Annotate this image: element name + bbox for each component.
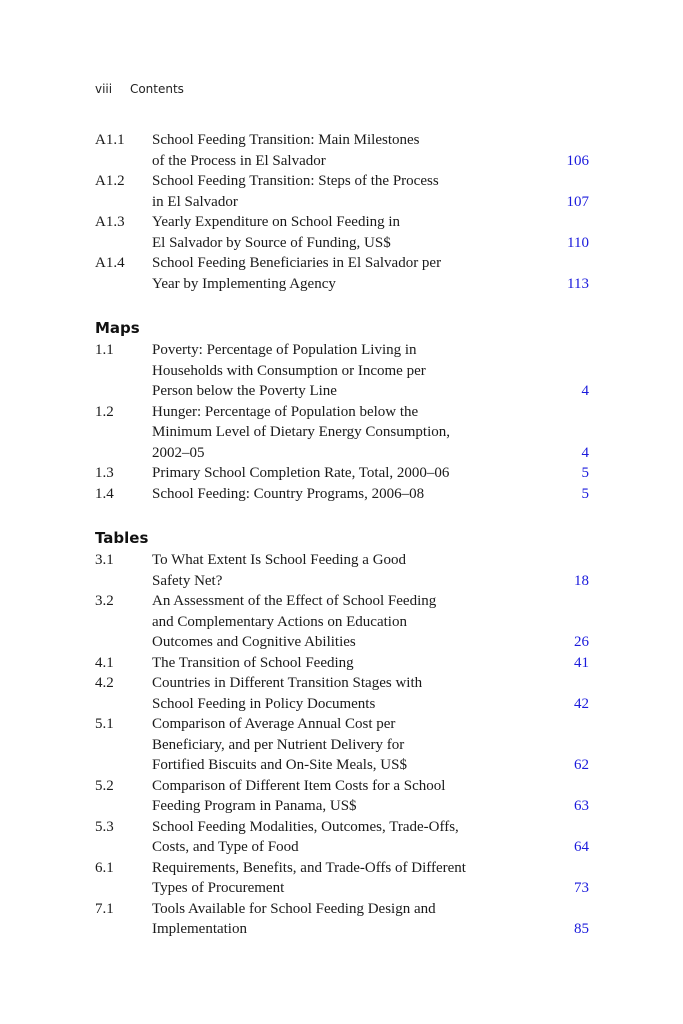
page-link[interactable]: 5 — [581, 465, 589, 481]
page-link[interactable]: 62 — [574, 757, 589, 773]
entry-title-line: Beneficiary, and per Nutrient Delivery for — [152, 736, 405, 753]
entry-number: 1.4 — [95, 485, 114, 502]
page-link[interactable]: 113 — [567, 275, 589, 292]
entry-title — [152, 402, 589, 464]
toc-entry[interactable] — [95, 463, 589, 484]
entry-number: 5.3 — [95, 818, 114, 835]
entry-title — [152, 550, 589, 591]
page-link[interactable]: 73 — [574, 880, 589, 896]
entry-title-line: Costs, and Type of Food — [152, 839, 299, 855]
entry-title-line: School Feeding Beneficiaries in El Salvador per — [152, 255, 442, 271]
entry-title — [152, 340, 589, 402]
toc-entry[interactable] — [95, 899, 589, 940]
entry-title-line: School Feeding Transition: Steps of the Process — [152, 173, 439, 189]
entry-title-line: Poverty: Percentage of Population Living in — [152, 342, 417, 358]
entry-title-line: An Assessment of the Effect of School Feeding — [152, 593, 437, 609]
toc-entry[interactable] — [95, 130, 589, 171]
running-head — [95, 82, 184, 96]
entry-title-line: Households with Consumption or Income per — [152, 362, 426, 379]
entry-title — [152, 653, 589, 674]
entry-number: 5.1 — [95, 716, 114, 732]
toc-entry[interactable] — [95, 817, 589, 858]
maps-heading: Maps — [95, 319, 140, 337]
entry-number: 4.2 — [95, 675, 114, 691]
entry-title-line: Requirements, Benefits, and Trade-Offs of Different — [152, 859, 466, 876]
toc-entry[interactable] — [95, 591, 589, 653]
toc-entry[interactable] — [95, 653, 589, 674]
toc-entry[interactable] — [95, 776, 589, 817]
entry-title-line: Fortified Biscuits and On-Site Meals, US$ — [152, 757, 407, 773]
maps-list — [95, 340, 589, 504]
tables-list — [95, 550, 589, 940]
entry-number: A1.1 — [95, 132, 125, 148]
page-link[interactable]: 41 — [574, 654, 589, 671]
entry-title-line: Yearly Expenditure on School Feeding in — [152, 214, 401, 230]
tables-heading: Tables — [95, 529, 149, 547]
toc-entry[interactable] — [95, 171, 589, 212]
entry-title — [152, 463, 589, 484]
entry-title-line: Countries in Different Transition Stages with — [152, 675, 423, 691]
entry-title-line: and Complementary Actions on Education — [152, 613, 407, 630]
page-link[interactable]: 5 — [581, 485, 589, 502]
entry-title-line: Hunger: Percentage of Population below the — [152, 403, 419, 420]
entry-number: 5.2 — [95, 777, 114, 794]
entry-title-line: Implementation — [152, 921, 247, 937]
entry-title-line: 2002–05 — [152, 444, 205, 461]
entry-title — [152, 673, 589, 714]
toc-entry[interactable] — [95, 484, 589, 505]
entry-title-line: Year by Implementing Agency — [152, 275, 336, 292]
entry-title-line: in El Salvador — [152, 193, 238, 210]
entry-number: 1.1 — [95, 342, 114, 358]
figures-list — [95, 130, 589, 294]
toc-entry[interactable] — [95, 673, 589, 714]
entry-title-line: Comparison of Average Annual Cost per — [152, 716, 396, 732]
entry-title-line: School Feeding Modalities, Outcomes, Trade-Offs, — [152, 818, 459, 835]
entry-number: 6.1 — [95, 859, 114, 876]
entry-title — [152, 253, 589, 294]
entry-number: A1.2 — [95, 173, 125, 189]
entry-number: 7.1 — [95, 900, 114, 917]
entry-title — [152, 130, 589, 171]
entry-title-line: Outcomes and Cognitive Abilities — [152, 634, 356, 650]
entry-title — [152, 171, 589, 212]
page-link[interactable]: 85 — [574, 921, 589, 937]
entry-title — [152, 817, 589, 858]
toc-entry[interactable] — [95, 340, 589, 402]
page-link[interactable]: 107 — [566, 193, 589, 210]
entry-title — [152, 899, 589, 940]
page-number: viii — [95, 82, 113, 96]
entry-title-line: School Feeding in Policy Documents — [152, 695, 376, 712]
entry-number: A1.3 — [95, 214, 125, 230]
entry-number: A1.4 — [95, 255, 125, 271]
page-link[interactable]: 26 — [574, 634, 589, 650]
entry-title-line: Person below the Poverty Line — [152, 383, 337, 399]
toc-entry[interactable] — [95, 550, 589, 591]
running-head-section: Contents — [129, 82, 184, 96]
entry-title — [152, 858, 589, 899]
entry-title-line: The Transition of School Feeding — [152, 654, 354, 671]
entry-title-line: School Feeding Transition: Main Milestones — [152, 132, 420, 148]
page-link[interactable]: 106 — [566, 152, 589, 169]
toc-entry[interactable] — [95, 858, 589, 899]
toc-entry[interactable] — [95, 714, 589, 776]
entry-number: 3.1 — [95, 552, 114, 568]
entry-number: 4.1 — [95, 654, 114, 671]
page-link[interactable]: 42 — [574, 695, 589, 712]
entry-title-line: Tools Available for School Feeding Design and — [152, 900, 436, 917]
entry-title-line: Minimum Level of Dietary Energy Consumption, — [152, 424, 451, 440]
entry-title — [152, 484, 589, 505]
entry-title-line: School Feeding: Country Programs, 2006–08 — [152, 485, 425, 502]
entry-title-line: of the Process in El Salvador — [152, 152, 326, 169]
page-link[interactable]: 4 — [581, 444, 589, 461]
entry-number: 1.3 — [95, 465, 114, 481]
toc-entry[interactable] — [95, 402, 589, 464]
entry-title — [152, 591, 589, 653]
page-link[interactable]: 63 — [574, 798, 589, 814]
entry-number: 3.2 — [95, 593, 114, 609]
entry-title — [152, 212, 589, 253]
entry-title-line: Comparison of Different Item Costs for a School — [152, 777, 446, 794]
page-link[interactable]: 18 — [574, 572, 589, 589]
page-link[interactable]: 4 — [581, 383, 589, 399]
entry-title-line: El Salvador by Source of Funding, US$ — [152, 234, 391, 251]
page-link[interactable]: 64 — [574, 839, 589, 855]
toc-entry[interactable] — [95, 253, 589, 294]
toc-entry[interactable] — [95, 212, 589, 253]
entry-title-line: To What Extent Is School Feeding a Good — [152, 552, 407, 568]
entry-number: 1.2 — [95, 403, 114, 420]
entry-title — [152, 714, 589, 776]
page-link[interactable]: 110 — [567, 234, 589, 251]
entry-title-line: Safety Net? — [152, 572, 223, 589]
entry-title-line: Feeding Program in Panama, US$ — [152, 798, 357, 814]
entry-title-line: Primary School Completion Rate, Total, 2000–06 — [152, 465, 450, 481]
entry-title — [152, 776, 589, 817]
entry-title-line: Types of Procurement — [152, 880, 285, 896]
